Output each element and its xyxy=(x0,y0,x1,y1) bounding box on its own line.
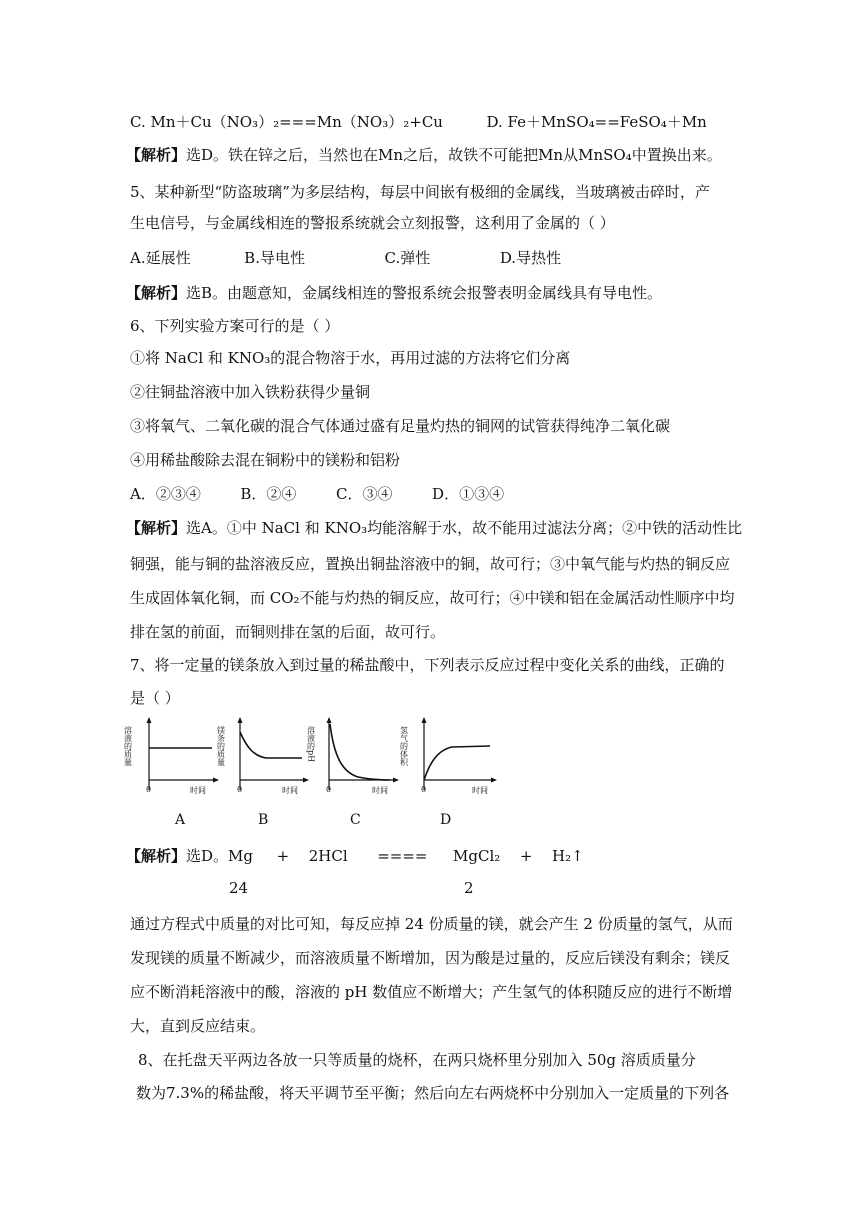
chart-a xyxy=(123,716,220,798)
eq-lead: 选D。Mg xyxy=(186,847,254,865)
analysis-tag: 【解析】 xyxy=(126,146,187,164)
q6-analysis-line-2: 铜强，能与铜的盐溶液反应，置换出铜盐溶液中的铜，故可行；③中氧气能与灼热的铜反应 xyxy=(130,555,731,573)
q5-analysis-text: 选B。由题意知，金属线相连的警报系统会报警表明金属线具有导电性。 xyxy=(186,284,663,302)
q7-equation xyxy=(126,846,584,866)
q7-analysis-line-3: 应不断消耗溶液中的酸，溶液的 pH 数值应不断增大；产生氢气的体积随反应的进行不断增 xyxy=(130,983,733,1001)
eq-mgcl2: MgCl₂ xyxy=(453,847,501,865)
chart-d-caption: D xyxy=(440,812,452,828)
q6-options xyxy=(130,484,504,504)
chart-a-ylabel: 溶液的质量 xyxy=(123,726,133,766)
chart-c-caption: C xyxy=(350,812,361,828)
q5-stem-line-2: 生电信号，与金属线相连的警报系统就会立刻报警，这利用了金属的（ ） xyxy=(130,214,615,232)
chart-c-ylabel: 溶液的pH xyxy=(306,726,316,763)
q6-stem: 6、下列实验方案可行的是（ ） xyxy=(130,317,340,335)
q6-option-c: C．③④ xyxy=(336,485,393,503)
q4-analysis-text: 选D。铁在锌之后，当然也在Mn之后，故铁不可能把Mn从MnSO₄中置换出来。 xyxy=(186,146,722,164)
chart-a-caption: A xyxy=(175,812,186,828)
curve-d xyxy=(424,746,490,780)
q4-analysis xyxy=(126,145,722,165)
chart-d-xlabel: 时间 xyxy=(472,786,488,795)
q5-options xyxy=(130,248,561,268)
eq-hcl: 2HCl xyxy=(308,847,348,865)
y-axis-arrow xyxy=(327,717,332,723)
chart-d xyxy=(400,716,500,798)
chart-c-xlabel: 时间 xyxy=(372,786,388,795)
chart-b xyxy=(216,716,310,798)
x-axis-arrow xyxy=(393,778,399,783)
eq-h2: H₂↑ xyxy=(551,847,584,865)
q6-item-1: ①将 NaCl 和 KNO₃的混合物溶于水，再用过滤的方法将它们分离 xyxy=(130,349,571,367)
q7-analysis-line-1: 通过方程式中质量的对比可知，每反应掉 24 份质量的镁，就会产生 2 份质量的氢气，从而 xyxy=(130,915,733,933)
q7-stem-line-1: 7、将一定量的镁条放入到过量的稀盐酸中，下列表示反应过程中变化关系的曲线，正确的 xyxy=(130,656,725,674)
q6-option-d: D．①③④ xyxy=(432,485,505,503)
q4-option-d: D. Fe＋MnSO₄==FeSO₄＋Mn xyxy=(486,113,707,131)
q6-item-3: ③将氧气、二氧化碳的混合气体通过盛有足量灼热的铜网的试管获得纯净二氧化碳 xyxy=(130,417,671,435)
q6-analysis-line-3: 生成固体氧化铜，而 CO₂不能与灼热的铜反应，故可行；④中镁和铝在金属活动性顺序中均 xyxy=(130,589,735,607)
x-axis-arrow xyxy=(491,778,497,783)
x-axis-arrow xyxy=(213,778,219,783)
chart-b-caption: B xyxy=(258,812,269,828)
q5-option-b: B.导电性 xyxy=(244,249,305,267)
q5-option-c: C.弹性 xyxy=(384,249,431,267)
curve-c xyxy=(330,724,390,780)
chart-d-origin: 0 xyxy=(421,785,427,794)
q5-option-d: D.导热性 xyxy=(499,249,562,267)
q4-option-c: C. Mn＋Cu（NO₃）₂===Mn（NO₃）₂+Cu xyxy=(130,113,443,131)
analysis-tag: 【解析】 xyxy=(126,519,187,537)
eq-arrow: ==== xyxy=(377,847,428,865)
chart-b-origin: 0 xyxy=(237,785,243,794)
q4-options xyxy=(130,112,707,132)
mass-mg: 24 xyxy=(229,879,249,897)
curve-b xyxy=(240,732,302,758)
q7-analysis-line-4: 大，直到反应结束。 xyxy=(130,1017,266,1035)
q6-item-2: ②往铜盐溶液中加入铁粉获得少量铜 xyxy=(130,383,371,401)
q6-analysis-line-1 xyxy=(126,518,742,538)
y-axis-arrow xyxy=(422,717,427,723)
q8-stem-line-2: 数为7.3%的稀盐酸，将天平调节至平衡；然后向左右两烧杯中分别加入一定质量的下列各 xyxy=(136,1084,730,1102)
q5-analysis xyxy=(126,283,662,303)
q7-stem-line-2: 是（ ） xyxy=(130,689,180,707)
q6-item-4: ④用稀盐酸除去混在铜粉中的镁粉和铝粉 xyxy=(130,451,401,469)
y-axis-arrow xyxy=(147,717,152,723)
analysis-tag: 【解析】 xyxy=(126,284,187,302)
chart-c-origin: 0 xyxy=(326,785,332,794)
q8-stem-line-1: 8、在托盘天平两边各放一只等质量的烧杯，在两只烧杯里分别加入 50g 溶质质量分 xyxy=(138,1051,696,1069)
eq-plus-2: + xyxy=(519,847,533,865)
y-axis-arrow xyxy=(238,717,243,723)
q6-analysis-line-4: 排在氢的前面，而铜则排在氢的后面，故可行。 xyxy=(130,623,446,641)
q7-analysis-line-2: 发现镁的质量不断减少，而溶液质量不断增加，因为酸是过量的，反应后镁没有剩余；镁反 xyxy=(130,949,731,967)
analysis-tag: 【解析】 xyxy=(126,847,187,865)
chart-a-xlabel: 时间 xyxy=(190,786,206,795)
chart-b-xlabel: 时间 xyxy=(282,786,298,795)
q6-option-b: B．②④ xyxy=(240,485,297,503)
q6-analysis-text-1: 选A。①中 NaCl 和 KNO₃均能溶解于水，故不能用过滤法分离；②中铁的活动性比 xyxy=(186,519,743,537)
q5-stem-line-1: 5、某种新型“防盗玻璃”为多层结构，每层中间嵌有极细的金属线，当玻璃被击碎时，产 xyxy=(130,183,710,201)
mass-h2: 2 xyxy=(464,879,474,897)
chart-a-origin: 0 xyxy=(146,785,152,794)
eq-plus-1: + xyxy=(276,847,290,865)
chart-d-ylabel: 氢气的体积 xyxy=(399,726,409,766)
x-axis-arrow xyxy=(303,778,309,783)
q6-option-a: A．②③④ xyxy=(130,485,201,503)
chart-c xyxy=(306,716,400,798)
q5-option-a: A.延展性 xyxy=(130,249,191,267)
chart-b-ylabel: 镁条的质量 xyxy=(216,726,226,766)
